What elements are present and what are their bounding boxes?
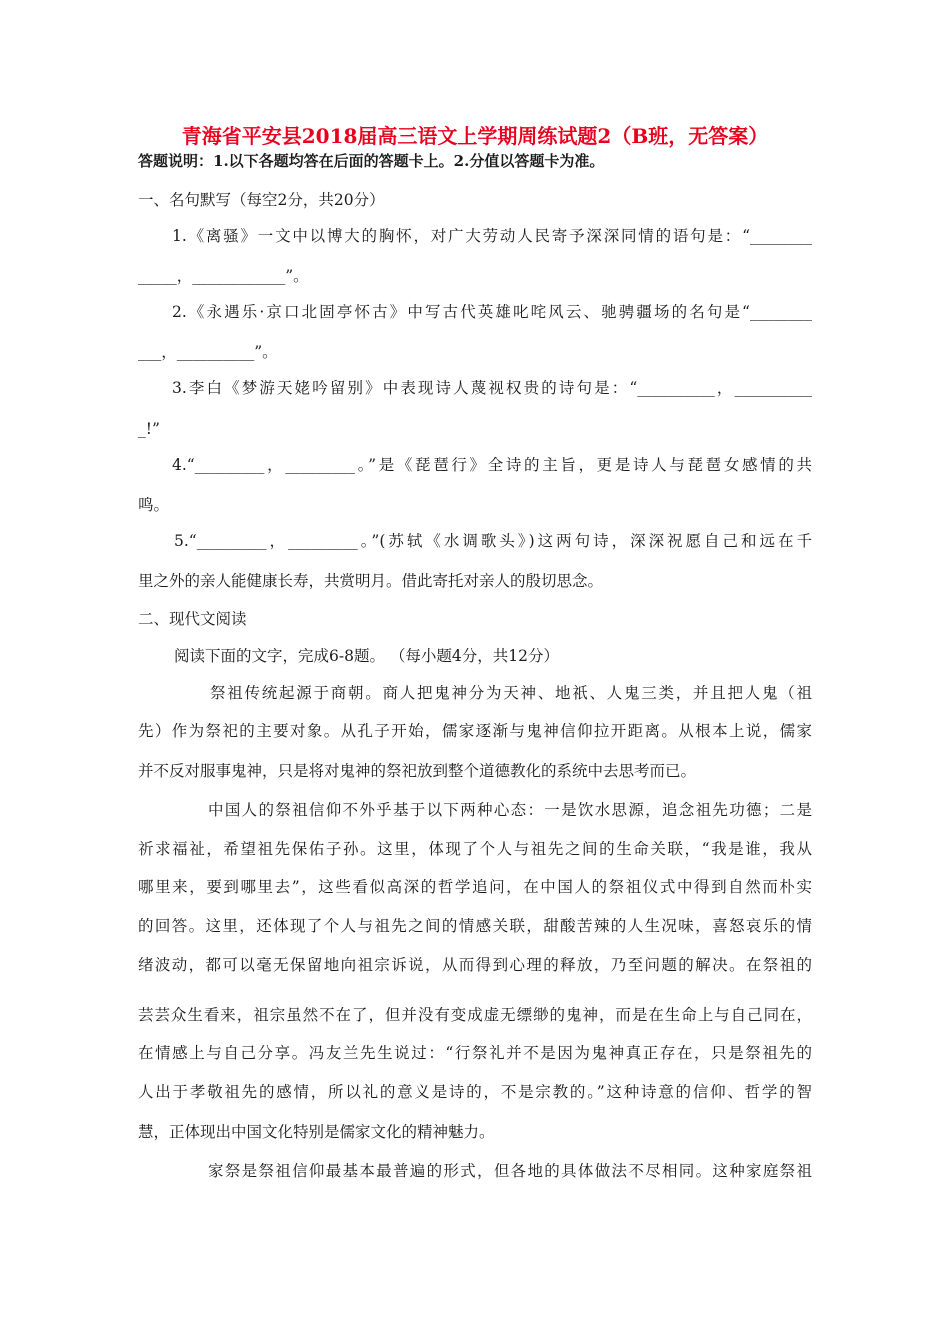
passage-p2-line-1: 中国人的祭祖信仰不外乎基于以下两种心态：一是饮水思源，追念祖先功德；二是: [208, 801, 812, 819]
passage-p1-line-1: 祭祖传统起源于商朝。商人把鬼神分为天神、地祇、人鬼三类，并且把人鬼（祖: [210, 684, 812, 702]
reading-instruction: 阅读下面的文字，完成6-8题。 （每小题4分，共12分）: [174, 647, 559, 665]
passage-p3-line-1: 家祭是祭祖信仰最基本最普遍的形式，但各地的具体做法不尽相同。这种家庭祭祖: [208, 1162, 812, 1180]
passage-p1-line-2: 先）作为祭祀的主要对象。从孔子开始，儒家逐渐与鬼神信仰拉开距离。从根本上说，儒家: [138, 722, 812, 740]
question-3-line-1: 3.李白《梦游天姥吟留别》中表现诗人蔑视权贵的诗句是：“__________，__________: [172, 379, 812, 397]
question-5-line-1: 5.“_________，_________。”(苏轼《水调歌头》)这两句诗，深深祝愿自己和远在千: [174, 532, 812, 550]
passage-p2-line-5: 绪波动，都可以毫无保留地向祖宗诉说，从而得到心理的释放，乃至问题的解决。在祭祖的: [138, 956, 812, 974]
question-4-line-1: 4.“_________，_________。”是《琵琶行》全诗的主旨，更是诗人与琵琶女感情的共: [172, 456, 812, 474]
section-heading-2: 二、现代文阅读: [138, 610, 247, 628]
passage-p1-line-3: 并不反对服事鬼神，只是将对鬼神的祭祀放到整个道德教化的系统中去思考而已。: [138, 762, 697, 780]
passage-p2-line-9: 慧，正体现出中国文化特别是儒家文化的精神魅力。: [138, 1123, 495, 1141]
passage-p2-line-7: 在情感上与自己分享。冯友兰先生说过：“行祭礼并不是因为鬼神真正存在，只是祭祖先的: [138, 1044, 812, 1062]
passage-p2-line-4: 的回答。这里，还体现了个人与祖先之间的情感关联，甜酸苦辣的人生况味，喜怒哀乐的情: [138, 917, 812, 935]
question-2-line-2: ___，__________”。: [138, 343, 278, 361]
question-5-line-2: 里之外的亲人能健康长寿，共赏明月。借此寄托对亲人的殷切思念。: [138, 572, 604, 590]
question-4-line-2: 鸣。: [138, 496, 170, 514]
passage-p2-line-3: 哪里来，要到哪里去”，这些看似高深的哲学追问，在中国人的祭祖仪式中得到自然而朴实: [138, 878, 812, 896]
section-heading-1: 一、名句默写（每空2分，共20分）: [138, 191, 385, 209]
answer-instructions: 答题说明：1.以下各题均答在后面的答题卡上。2.分值以答题卡为准。: [138, 152, 605, 170]
document-title: 青海省平安县2018届高三语文上学期周练试题2（B班，无答案）: [181, 124, 769, 148]
question-1-line-1: 1.《离骚》一文中以博大的胸怀，对广大劳动人民寄予深深同情的语句是：“________: [172, 227, 812, 245]
passage-p2-line-8: 人出于孝敬祖先的感情，所以礼的意义是诗的，不是宗教的。”这种诗意的信仰、哲学的智: [138, 1083, 812, 1101]
passage-p2-line-6: 芸芸众生看来，祖宗虽然不在了，但并没有变成虚无缥缈的鬼神，而是在生命上与自己同在，: [138, 1006, 812, 1024]
question-3-line-2: _!”: [138, 420, 160, 438]
passage-p2-line-2: 祈求福祉，希望祖先保佑子孙。这里，体现了个人与祖先之间的生命关联，“我是谁，我从: [138, 840, 812, 858]
question-1-line-2: _____，____________”。: [138, 267, 309, 285]
question-2-line-1: 2.《永遇乐·京口北固亭怀古》中写古代英雄叱咤风云、驰骋疆场的名句是“________: [172, 303, 812, 321]
